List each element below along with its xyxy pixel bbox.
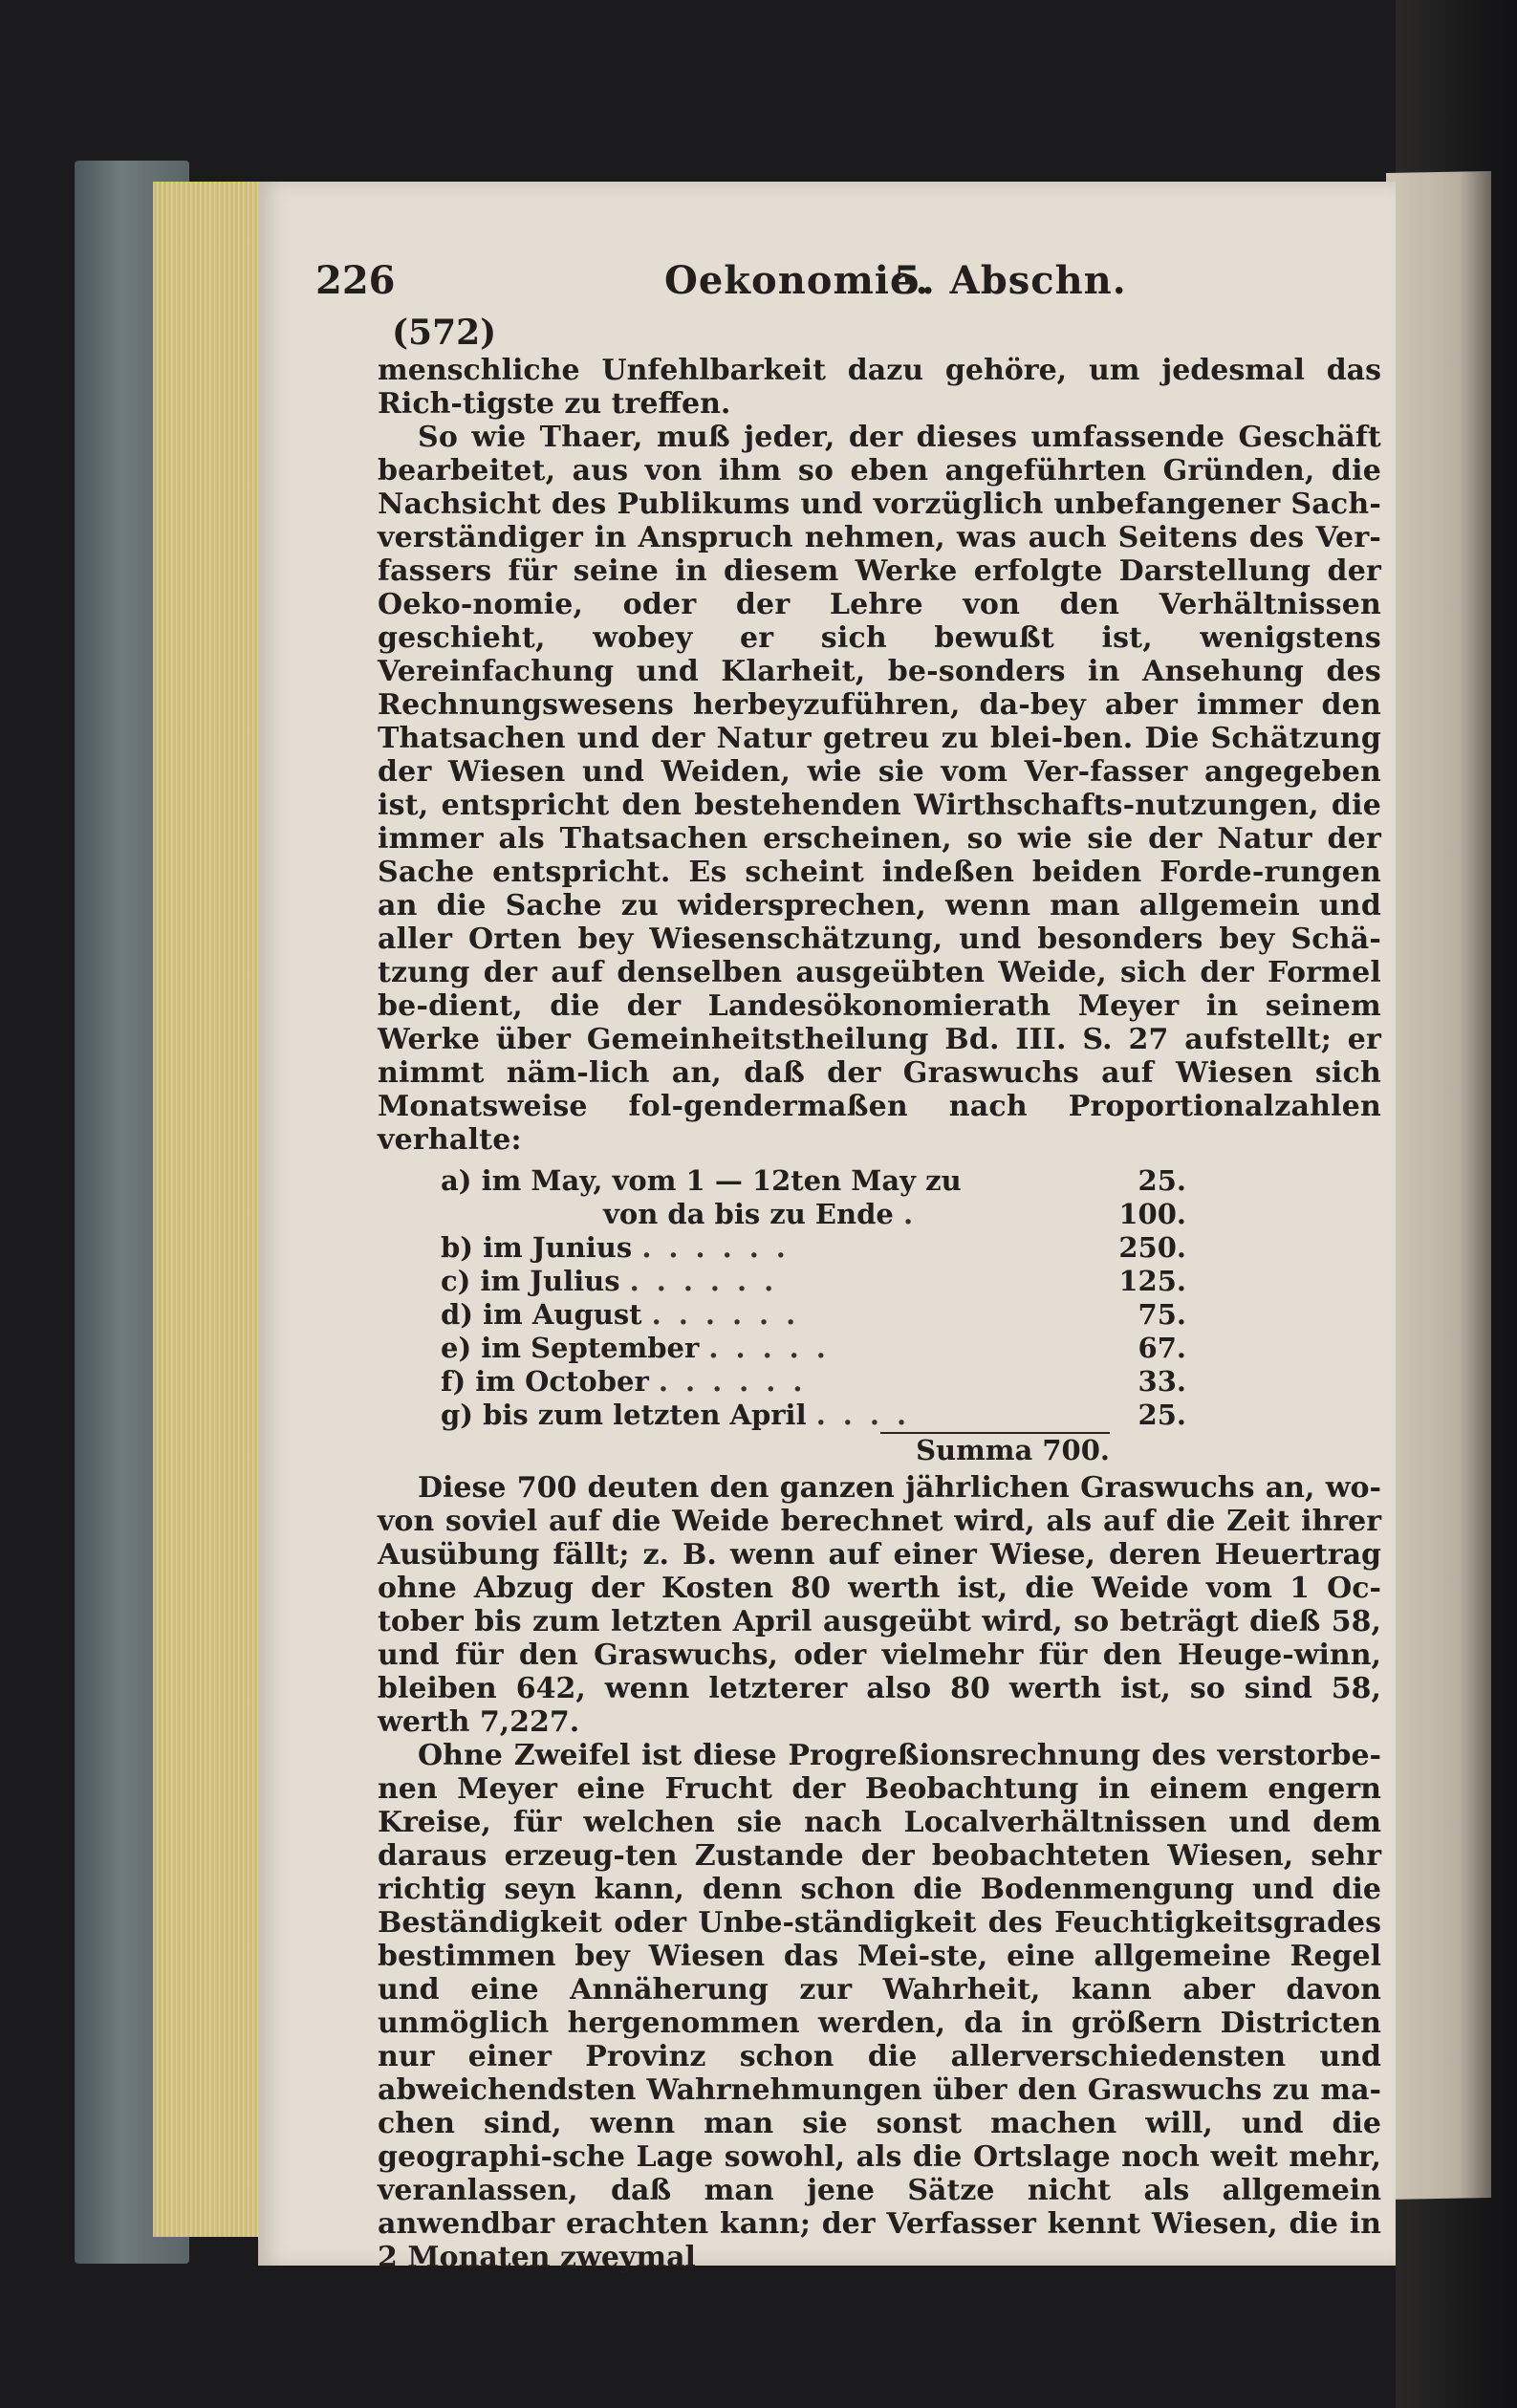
paragraph-4: Ohne Zweifel ist diese Progreßionsrechnung des verstorbe-nen Meyer eine Frucht der Beobachtung in einem engern Kreise, für welchen sie nach Localverhältnissen und dem daraus erzeug-ten Zustande der beobachteten Wiesen, sehr richtig seyn kann, denn schon die Bodenmengung und die Beständigkeit oder Unbe-ständigkeit des Feuchtigkeitsgrades bestimmen bey Wiesen das Mei-ste, eine allgemeine Regel und eine Annäherung zur Wahrheit, kann aber davon unmöglich hergenommen werden, da in größern Districten nur einer Provinz schon die allerverschiedensten und abweichendsten Wahrnehmungen über den Graswuchs zu ma-chen sind, wenn man sie sonst machen will, und die geographi-sche Lage sowohl, als die Ortslage noch weit mehr, veranlassen, daß man jene Sätze nicht als allgemein anwendbar erachten kann; der Verfasser kennt Wiesen, die in 2 Monaten zweymal	[378, 1739, 1381, 2274]
section-label: 5. Abschn.	[894, 258, 1127, 303]
row-value: 25.	[1138, 1399, 1186, 1431]
row-label: b) im Junius	[441, 1231, 633, 1264]
running-title: Oekonomie.	[664, 258, 930, 303]
row-label: e) im September	[441, 1332, 700, 1364]
page-edges	[153, 182, 268, 2237]
leader-dots: ....	[815, 1399, 924, 1431]
row-label: c) im Julius	[441, 1265, 620, 1297]
paragraph-3: Diese 700 deuten den ganzen jährlichen Graswuchs an, wo-von soviel auf die Weide berechnet wird, als auf die Zeit ihrer Ausübung fällt; z. B. wenn auf einer Wiese, deren Heuertrag ohne Abzug der Kosten 80 werth ist, die Weide vom 1 Oc-tober bis zum letzten April ausgeübt wird, so beträgt dieß 58, und für den Graswuchs, oder vielmehr für den Heuge-winn, bleiben 642, wenn letzterer also 80 werth ist, so sind 58, werth 7,227.	[378, 1471, 1381, 1739]
row-value: 25.	[1138, 1164, 1186, 1197]
row-label: g) bis zum letzten April	[441, 1399, 807, 1431]
leader-dots: ......	[629, 1265, 791, 1297]
leader-dots: ......	[641, 1231, 803, 1264]
table-row	[441, 1231, 1186, 1265]
table-row	[441, 1265, 1186, 1298]
row-label: d) im August	[441, 1298, 642, 1331]
leader-dots: ......	[658, 1365, 820, 1398]
sum-rule	[880, 1432, 1110, 1467]
sheet-marker: (572)	[392, 313, 497, 353]
row-value: 100.	[1118, 1198, 1186, 1230]
paragraph-2: So wie Thaer, muß jeder, der dieses umfassende Geschäft bearbeitet, aus von ihm so eben angeführten Gründen, die Nachsicht des Publikums und vorzüglich unbefangener Sach-verständiger in Anspruch nehmen, was auch Seitens des Ver-fassers für seine in diesem Werke erfolgte Darstellung der Oeko-nomie, oder der Lehre von den Verhältnissen geschieht, wobey er sich bewußt ist, wenigstens Vereinfachung und Klarheit, be-sonders in Ansehung des Rechnungswesens herbeyzuführen, da-bey aber immer den Thatsachen und der Natur getreu zu blei-ben. Die Schätzung der Wiesen und Weiden, wie sie vom Ver-fasser angegeben ist, entspricht den bestehenden Wirthschafts-nutzungen, die immer als Thatsachen erscheinen, so wie sie der Natur der Sache entspricht. Es scheint indeßen beiden Forde-rungen an die Sache zu widersprechen, wenn man allgemein und aller Orten bey Wiesenschätzung, und besonders bey Schä-tzung der auf denselben ausgeübten Weide, sich der Formel be-dient, die der Landesökonomierath Meyer in seinem Werke über Gemeinheitstheilung Bd. III. S. 27 aufstellt; er nimmt näm-lich an, daß der Graswuchs auf Wiesen sich Monatsweise fol-gendermaßen nach Proportionalzahlen verhalte:	[378, 421, 1381, 1157]
table-row	[441, 1332, 1186, 1365]
table-row	[441, 1399, 1186, 1432]
page-header	[315, 258, 1381, 312]
row-value: 250.	[1118, 1231, 1186, 1264]
row-label: von da bis zu Ende	[603, 1198, 894, 1230]
paragraph-1: menschliche Unfehlbarkeit dazu gehöre, um jedesmal das Rich-tigste zu treffen.	[378, 354, 1381, 421]
row-label: a) im May, vom 1 — 12ten May zu	[441, 1164, 962, 1197]
table-row	[441, 1298, 1186, 1332]
facing-page-edge	[1386, 171, 1491, 2200]
table-total: Summa 700.	[916, 1434, 1110, 1466]
row-value: 125.	[1118, 1265, 1186, 1297]
leader-dots: .....	[708, 1332, 843, 1364]
page-text	[315, 258, 1381, 2274]
table-row	[441, 1164, 1186, 1198]
row-value: 33.	[1138, 1365, 1186, 1398]
row-value: 75.	[1138, 1298, 1186, 1331]
page-number: 226	[315, 258, 396, 303]
row-value: 67.	[1138, 1332, 1186, 1364]
proportion-table	[441, 1164, 1186, 1467]
leader-dots: .	[902, 1198, 931, 1230]
leader-dots: ......	[651, 1298, 813, 1331]
row-label: f) im October	[441, 1365, 649, 1398]
table-row	[441, 1198, 1186, 1231]
table-row	[441, 1365, 1186, 1399]
